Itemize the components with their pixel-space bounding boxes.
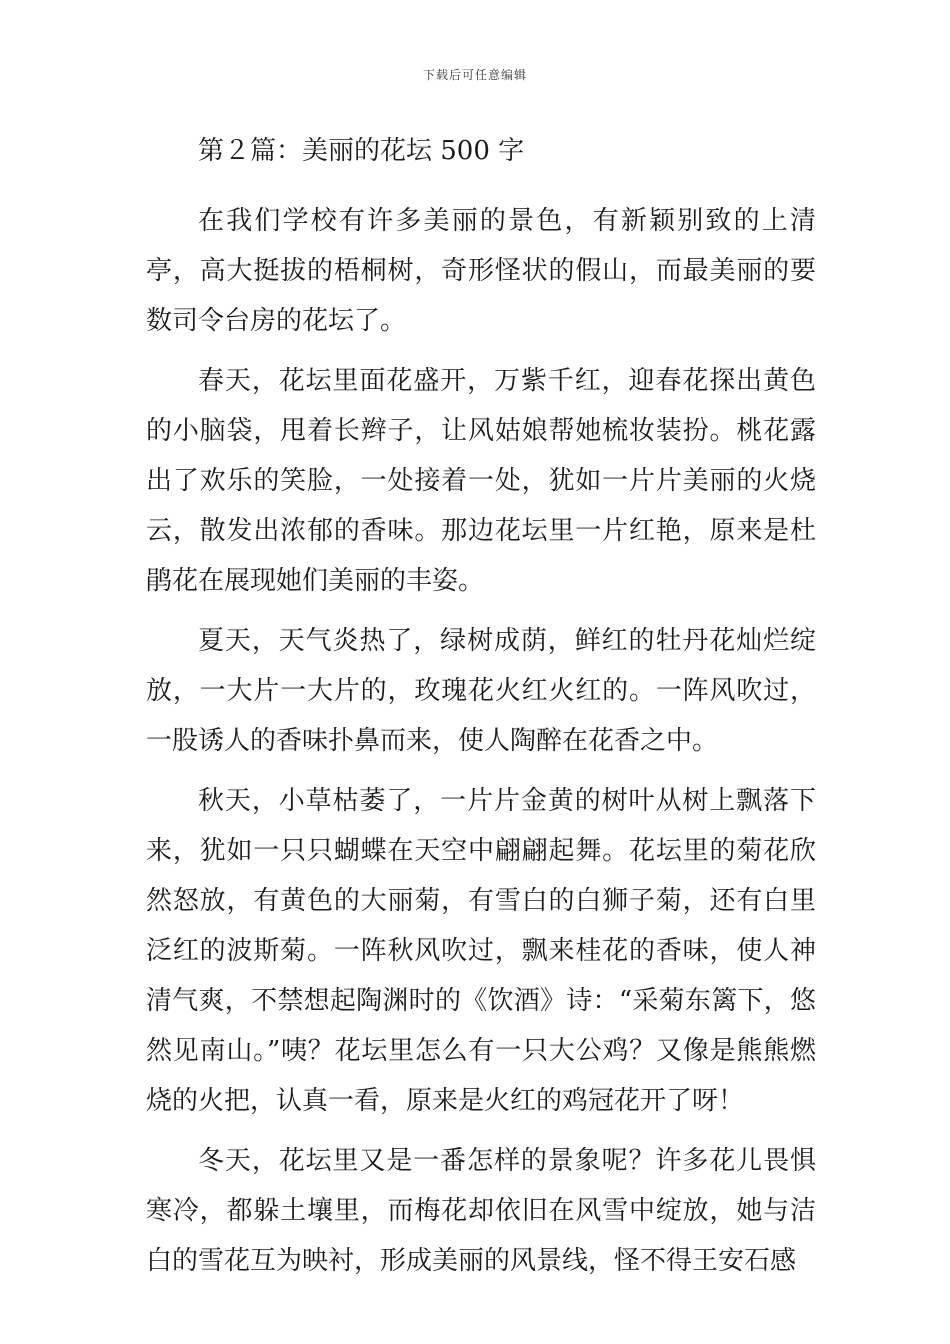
document-body (146, 128, 816, 1296)
paragraph-intro: 在我们学校有许多美丽的景色，有新颖别致的上清亭，高大挺拔的梧桐树，奇形怪状的假山，而最美丽的要数司令台房的花坛了。 (146, 206, 816, 336)
paragraph-spring: 春天，花坛里面花盛开，万紫千红，迎春花探出黄色的小脑袋，甩着长辫子，让风姑娘帮她梳妆装扮。桃花露出了欢乐的笑脸，一处接着一处，犹如一片片美丽的火烧云，散发出浓郁的香味。那边花坛里一片红艳，原来是杜鹃花在展现她们美丽的丰姿。 (146, 366, 816, 596)
document-title: 第２篇：美丽的花坛 500 字 (198, 136, 525, 166)
paragraph-winter: 冬天，花坛里又是一番怎样的景象呢？许多花儿畏惧寒冷，都躲土壤里，而梅花却依旧在风雪中绽放，她与洁白的雪花互为映衬，形成美丽的风景线，怪不得王安石感 (146, 1146, 816, 1276)
paragraph-summer: 夏天，天气炎热了，绿树成荫，鲜红的牡丹花灿烂绽放，一大片一大片的，玫瑰花火红火红的。一阵风吹过，一股诱人的香味扑鼻而来，使人陶醉在花香之中。 (146, 626, 816, 756)
page-header-note: 下载后可任意编辑 (422, 68, 527, 82)
paragraph-autumn: 秋天，小草枯萎了，一片片金黄的树叶从树上飘落下来，犹如一只只蝴蝶在天空中翩翩起舞。花坛里的菊花欣然怒放，有黄色的大丽菊，有雪白的白狮子菊，还有白里泛红的波斯菊。一阵秋风吹过，飘来桂花的香味，使人神清气爽，不禁想起陶渊时的《饮酒》诗：“采菊东篱下，悠然见南山。”咦？花坛里怎么有一只大公鸡？又像是熊熊燃烧的火把，认真一看，原来是火红的鸡冠花开了呀！ (146, 786, 816, 1116)
